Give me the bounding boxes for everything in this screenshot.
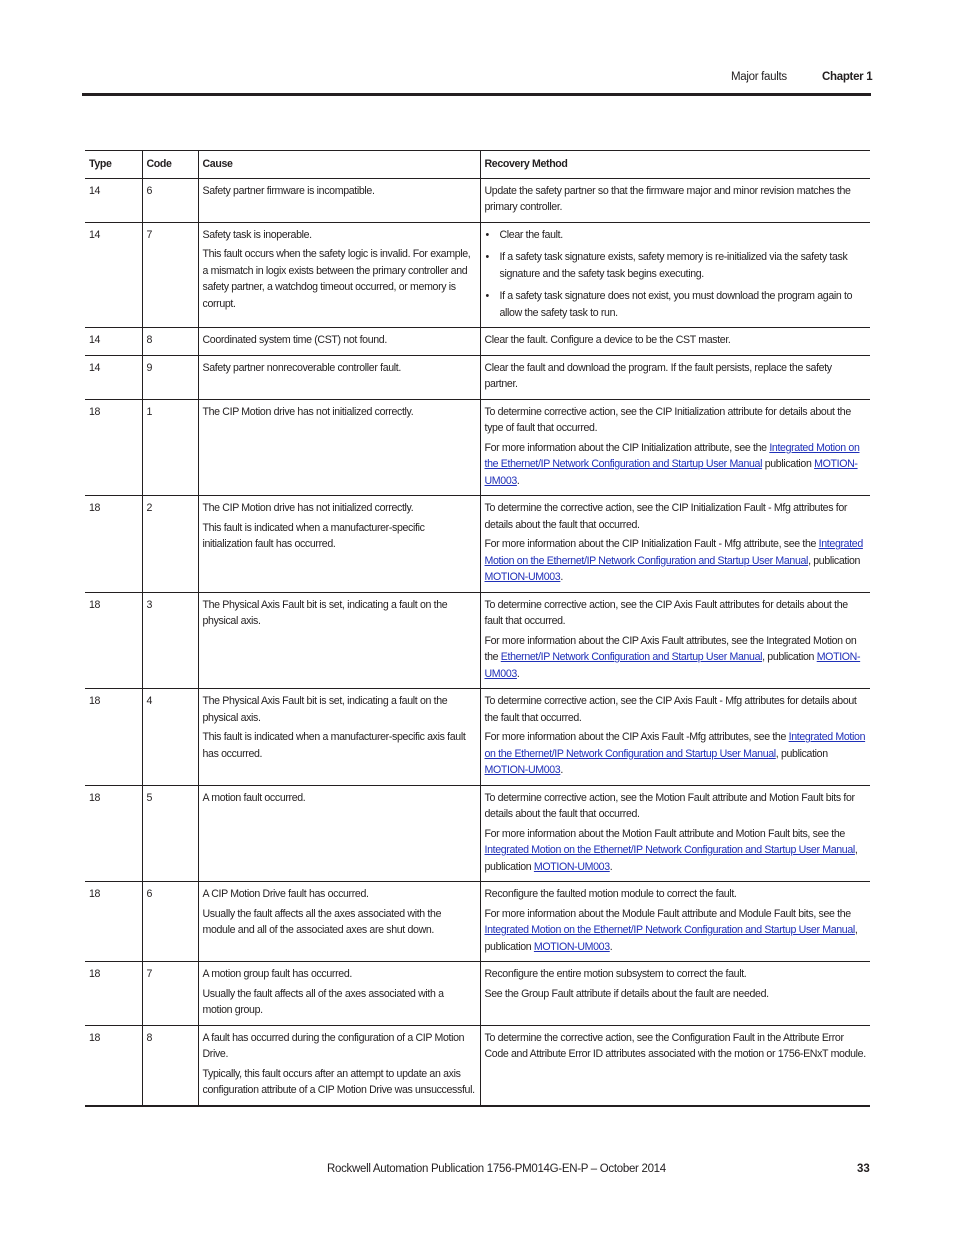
user-manual-link[interactable]: Integrated Motion on the Ethernet/IP Network Configuration and Startup User Manual — [484, 441, 860, 470]
recovery-cell — [480, 355, 870, 399]
sentence-end: . — [516, 667, 520, 680]
more-info-prefix: For more information about the CIP Axis Fault attributes, see the Integrated Motion on the — [484, 634, 857, 663]
column-header-cause: Cause — [198, 151, 480, 179]
code-cell: 1 — [142, 399, 198, 496]
recovery-bullet-list — [485, 227, 867, 322]
recovery-cell — [480, 962, 870, 1026]
more-info-text — [485, 826, 867, 876]
table-row — [85, 592, 870, 689]
recovery-bullet-item: • If a safety task signature exists, safety memory is re-initialized via the safety task signature and the safety task begins executing. — [485, 249, 867, 282]
cause-text: Safety partner nonrecoverable controller fault. — [202, 361, 401, 374]
recovery-text: To determine corrective action, see the CIP Axis Fault attributes for details about the fault that occurred. — [484, 598, 848, 627]
code-cell: 7 — [142, 222, 198, 328]
publication-label: , publication — [484, 844, 858, 873]
cause-text: A motion group fault has occurred. — [202, 968, 352, 980]
recovery-cell — [480, 328, 870, 356]
recovery-text: To determine the corrective action, see the Configuration Fault in the Attribute Error Code and Attribute Error ID attributes associated with the motion or 1756-ENxT module. — [484, 1031, 866, 1060]
recovery-text: Clear the fault. Configure a device to be the CST master. — [484, 334, 731, 346]
type-cell: 18 — [85, 962, 142, 1026]
table-row — [85, 496, 870, 593]
recovery-cell — [480, 222, 870, 328]
type-cell: 14 — [85, 178, 142, 222]
recovery-detail-text: See the Group Fault attribute if details about the fault are needed. — [484, 987, 769, 1000]
recovery-text: Reconfigure the faulted motion module to correct the fault. — [484, 888, 737, 900]
cause-detail-text: Usually the fault affects all the axes associated with the module and all of the associated axes are shut down. — [202, 907, 442, 936]
type-cell: 14 — [85, 328, 142, 356]
recovery-text: Clear the fault and download the program. If the fault persists, replace the safety partner. — [484, 361, 832, 390]
sentence-end: . — [609, 860, 613, 873]
code-cell: 6 — [142, 882, 198, 962]
code-cell: 8 — [142, 1025, 198, 1106]
cause-cell — [198, 592, 480, 689]
cause-cell — [198, 785, 480, 882]
cause-detail-text: This fault is indicated when a manufacturer-specific initialization fault has occurred. — [202, 521, 425, 550]
column-header-type: Type — [85, 151, 142, 179]
recovery-bullet-item: • Clear the fault. — [485, 227, 867, 244]
cause-detail-text: This fault occurs when the safety logic is invalid. For example, a mismatch in logix exists between the primary controller and safety partner, a watchdog timeout occurred, or memory is corrupt. — [202, 248, 471, 310]
table-row — [85, 689, 870, 786]
cause-cell — [198, 496, 480, 593]
type-cell: 18 — [85, 592, 142, 689]
page-number: 33 — [857, 1163, 870, 1175]
more-info-text — [485, 729, 867, 779]
cause-text: The Physical Axis Fault bit is set, indicating a fault on the physical axis. — [202, 695, 448, 724]
cause-cell — [198, 1025, 480, 1106]
user-manual-link[interactable]: Integrated Motion on the Ethernet/IP Network Configuration and Startup User Manual — [484, 924, 855, 936]
more-info-text — [485, 906, 867, 956]
code-cell: 4 — [142, 689, 198, 786]
type-cell: 18 — [85, 399, 142, 496]
recovery-cell — [480, 592, 870, 689]
table-row — [85, 1025, 870, 1106]
table-row — [85, 355, 870, 399]
table-row — [85, 222, 870, 328]
publication-label: , publication — [775, 747, 828, 760]
table-row — [85, 399, 870, 496]
table-row — [85, 962, 870, 1026]
recovery-text: To determine the corrective action, see the CIP Initialization Fault - Mfg attributes for details about the fault that occurred. — [484, 502, 848, 531]
recovery-bullet-item: • If a safety task signature does not exist, you must download the program again to allow the safety task to run. — [485, 288, 867, 321]
code-cell: 9 — [142, 355, 198, 399]
more-info-text — [485, 536, 867, 586]
more-info-prefix: For more information about the CIP Axis Fault -Mfg attributes, see the — [484, 731, 789, 743]
cause-cell — [198, 222, 480, 328]
publication-label: publication — [762, 458, 815, 470]
header-chapter-label: Chapter 1 — [822, 71, 873, 83]
table-header-row — [85, 151, 870, 179]
type-cell: 14 — [85, 222, 142, 328]
user-manual-link[interactable]: Integrated Motion on the Ethernet/IP Network Configuration and Startup User Manual — [484, 844, 855, 856]
publication-link[interactable]: MOTION-UM003 — [484, 764, 561, 776]
header-rule — [82, 93, 871, 96]
cause-cell — [198, 178, 480, 222]
type-cell: 18 — [85, 785, 142, 882]
recovery-cell — [480, 882, 870, 962]
table-row — [85, 328, 870, 356]
cause-cell — [198, 689, 480, 786]
recovery-cell — [480, 1025, 870, 1106]
recovery-text: Reconfigure the entire motion subsystem to correct the fault. — [484, 968, 747, 980]
recovery-text: Update the safety partner so that the firmware major and minor revision matches the primary controller. — [484, 184, 851, 213]
footer-publication: Rockwell Automation Publication 1756-PM014G-EN-P – October 2014 — [327, 1163, 666, 1175]
sentence-end: . — [560, 571, 563, 583]
code-cell: 8 — [142, 328, 198, 356]
column-header-code: Code — [142, 151, 198, 179]
cause-cell — [198, 328, 480, 356]
cause-detail-text: Typically, this fault occurs after an attempt to update an axis configuration attribute of a CIP Motion Drive was unsuccessful. — [202, 1067, 475, 1096]
cause-text: Coordinated system time (CST) not found. — [202, 334, 387, 346]
user-manual-link[interactable]: Ethernet/IP Network Configuration and Startup User Manual — [500, 651, 763, 663]
publication-link[interactable]: MOTION-UM003 — [484, 571, 561, 583]
cause-detail-text: This fault is indicated when a manufacturer-specific axis fault has occurred. — [202, 731, 466, 760]
cause-detail-text: Usually the fault affects all of the axes associated with a motion group. — [202, 987, 444, 1016]
code-cell: 6 — [142, 178, 198, 222]
column-header-recovery-method: Recovery Method — [480, 151, 870, 179]
cause-text: The CIP Motion drive has not initialized correctly. — [202, 405, 414, 418]
recovery-cell — [480, 785, 870, 882]
type-cell: 18 — [85, 496, 142, 593]
sentence-end: . — [609, 940, 613, 953]
cause-text: The Physical Axis Fault bit is set, indicating a fault on the physical axis. — [202, 598, 448, 627]
publication-link[interactable]: MOTION-UM003 — [533, 860, 610, 873]
code-cell: 3 — [142, 592, 198, 689]
table-row — [85, 882, 870, 962]
more-info-prefix: For more information about the Module Fault attribute and Module Fault bits, see the — [484, 907, 851, 920]
user-manual-link[interactable]: Integrated Motion on the Ethernet/IP Network Configuration and Startup User Manual — [484, 538, 863, 567]
cause-cell — [198, 355, 480, 399]
table-row — [85, 178, 870, 222]
table-row — [85, 785, 870, 882]
recovery-text: To determine corrective action, see the CIP Initialization attribute for details about the type of fault that occurred. — [484, 405, 851, 434]
more-info-prefix: For more information about the Motion Fault attribute and Motion Fault bits, see the — [484, 827, 845, 840]
more-info-prefix: For more information about the CIP Initialization attribute, see the — [484, 441, 770, 454]
recovery-text: To determine corrective action, see the Motion Fault attribute and Motion Fault bits for details about the fault that occurred. — [484, 791, 855, 820]
cause-cell — [198, 962, 480, 1026]
sentence-end: . — [516, 474, 520, 487]
cause-text: Safety task is inoperable. — [202, 228, 312, 241]
cause-cell — [198, 399, 480, 496]
cause-text: Safety partner firmware is incompatible. — [202, 184, 375, 197]
code-cell: 2 — [142, 496, 198, 593]
publication-link[interactable]: MOTION-UM003 — [484, 458, 858, 487]
more-info-prefix: For more information about the CIP Initialization Fault - Mfg attribute, see the — [484, 538, 819, 550]
recovery-cell — [480, 496, 870, 593]
cause-text: A motion fault occurred. — [202, 791, 306, 804]
header-section-title: Major faults — [731, 71, 787, 83]
code-cell: 5 — [142, 785, 198, 882]
publication-link[interactable]: MOTION-UM003 — [533, 940, 610, 953]
publication-link[interactable]: MOTION-UM003 — [484, 651, 861, 680]
more-info-text — [485, 440, 867, 490]
more-info-text — [485, 633, 867, 683]
publication-label: , publication — [762, 651, 817, 663]
type-cell: 14 — [85, 355, 142, 399]
recovery-text: To determine corrective action, see the CIP Axis Fault - Mfg attributes for details about the fault that occurred. — [484, 695, 857, 724]
recovery-cell — [480, 178, 870, 222]
cause-text: The CIP Motion drive has not initialized correctly. — [202, 502, 414, 514]
cause-text: A fault has occurred during the configuration of a CIP Motion Drive. — [202, 1031, 465, 1060]
user-manual-link[interactable]: Integrated Motion on the Ethernet/IP Network Configuration and Startup User Manual — [484, 731, 866, 760]
recovery-cell — [480, 689, 870, 786]
type-cell: 18 — [85, 882, 142, 962]
publication-label: , publication — [808, 554, 861, 567]
recovery-cell — [480, 399, 870, 496]
type-cell: 18 — [85, 689, 142, 786]
cause-text: A CIP Motion Drive fault has occurred. — [202, 888, 369, 900]
type-cell: 18 — [85, 1025, 142, 1106]
cause-cell — [198, 882, 480, 962]
publication-label: , publication — [484, 924, 858, 953]
sentence-end: . — [560, 764, 563, 776]
code-cell: 7 — [142, 962, 198, 1026]
major-faults-table — [85, 150, 870, 1107]
